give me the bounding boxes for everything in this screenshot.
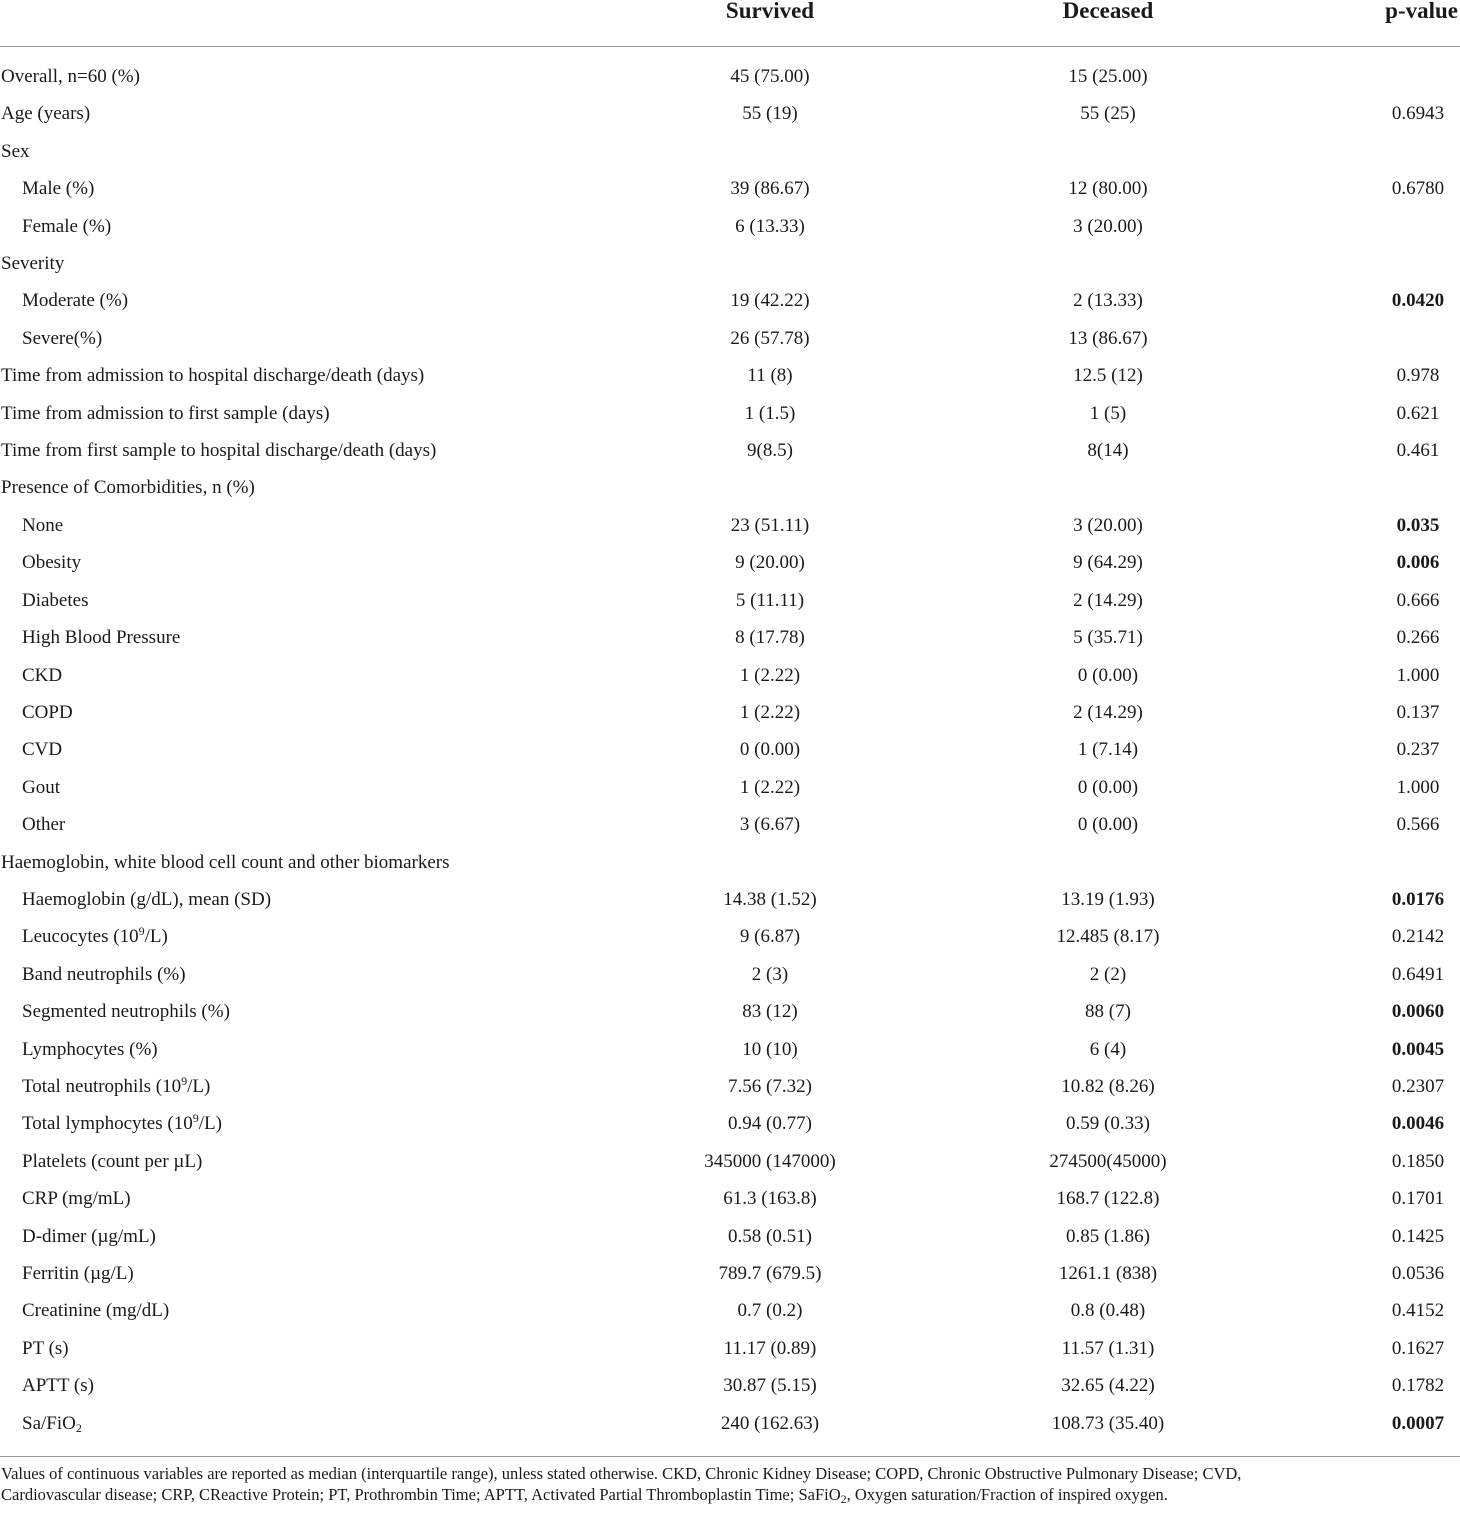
cell-p-value: 0.1782 (1391, 1375, 1445, 1397)
cell-deceased: 3 (20.00) (1073, 215, 1143, 237)
row-label: Leucocytes $(10^9/L)$ (22, 924, 168, 948)
row-label: Diabetes (22, 589, 89, 611)
cell-p-value: 0.461 (1396, 440, 1440, 462)
table-row (0, 620, 1460, 657)
cell-survived: 0.94 (0.77) (728, 1113, 812, 1135)
cell-deceased: 108.73 (35.40) (1051, 1412, 1165, 1434)
cell-p-value: 1.000 (1396, 664, 1440, 686)
row-label: D-dimer (µg/mL) (22, 1225, 156, 1247)
table-row (0, 1331, 1460, 1368)
row-label: Time from admission to first sample (days) (1, 402, 330, 424)
row-label: Total lymphocytes $(10^9/L)$ (22, 1111, 222, 1135)
table-row (0, 1106, 1460, 1143)
cell-survived: 45 (75.00) (730, 66, 810, 87)
cell-deceased: 1 (7.14) (1077, 739, 1139, 761)
row-label: Haemoglobin, white blood cell count and other biomarkers (1, 851, 450, 873)
row-label: Moderate (%) (22, 290, 129, 312)
cell-survived: 3 (6.67) (739, 814, 801, 836)
table-row (0, 96, 1460, 133)
row-label: None (22, 514, 64, 536)
row-label: Time from first sample to hospital discharge/death (days) (1, 440, 437, 462)
cell-p-value: 0.621 (1396, 402, 1440, 424)
cell-p-value: 0.035 (1396, 514, 1440, 536)
table-header (0, 0, 1460, 47)
cell-p-value: 0.0045 (1391, 1038, 1445, 1060)
table-row (0, 1144, 1460, 1181)
cell-survived: 83 (12) (742, 1001, 798, 1023)
cell-deceased: 274500(45000) (1049, 1150, 1167, 1172)
cell-p-value: 0.0046 (1391, 1113, 1445, 1135)
table-row (0, 59, 1460, 96)
cell-deceased: 0.8 (0.48) (1070, 1300, 1146, 1322)
cell-survived: 23 (51.11) (730, 514, 810, 536)
cell-p-value: 0.2307 (1391, 1075, 1445, 1097)
cell-p-value: 0.237 (1396, 739, 1440, 761)
row-label: Severe(%) (22, 327, 103, 349)
row-label: Other (22, 814, 66, 836)
table-row (0, 1181, 1460, 1218)
table-row (0, 583, 1460, 620)
cell-survived: 7.56 (7.32) (728, 1075, 812, 1097)
table-row (0, 396, 1460, 433)
row-label: Age (years) (1, 103, 91, 125)
table-row (0, 433, 1460, 470)
cell-survived: 61.3 (163.8) (723, 1188, 817, 1210)
cell-p-value: 0.1627 (1391, 1337, 1445, 1359)
cell-deceased: 0 (0.00) (1077, 776, 1139, 798)
column-header-p-value: p-value (1385, 0, 1458, 23)
cell-deceased: 2 (2) (1089, 963, 1127, 985)
table-row (0, 732, 1460, 769)
cell-deceased: 1 (5) (1089, 402, 1127, 424)
cell-survived: 0.58 (0.51) (728, 1225, 812, 1247)
cell-deceased: 6 (4) (1089, 1038, 1127, 1060)
table-row (0, 1069, 1460, 1106)
cell-survived: 6 (13.33) (735, 215, 805, 237)
cell-p-value: 1.000 (1396, 776, 1440, 798)
cell-survived: 9 (6.87) (739, 926, 801, 948)
row-label: Lymphocytes (%) (22, 1038, 158, 1060)
table-row (0, 1368, 1460, 1405)
cell-deceased: 0.59 (0.33) (1066, 1113, 1150, 1135)
cell-survived: 19 (42.22) (730, 290, 810, 312)
cell-survived: 0 (0.00) (739, 739, 801, 761)
cell-deceased: 88 (7) (1085, 1001, 1131, 1023)
cell-survived: 26 (57.78) (730, 327, 810, 349)
cell-p-value: 0.2142 (1391, 926, 1445, 948)
row-label: Severity (1, 253, 65, 275)
table-row (0, 134, 1460, 171)
row-label: PT (s) (22, 1337, 69, 1359)
cell-p-value: 0.566 (1396, 814, 1440, 836)
table-row (0, 919, 1460, 956)
cell-survived: 9(8.5) (747, 440, 793, 462)
cell-p-value: 0.1850 (1391, 1150, 1445, 1172)
cell-p-value: 0.0420 (1391, 290, 1445, 312)
cell-p-value: 0.0060 (1391, 1001, 1445, 1023)
column-header-survived: Survived (725, 0, 815, 23)
cell-survived: 1 (2.22) (739, 664, 801, 686)
column-header-deceased: Deceased (1062, 0, 1154, 23)
cell-p-value: 0.6491 (1391, 963, 1445, 985)
table-row (0, 171, 1460, 208)
cell-deceased: 1261.1 (838) (1058, 1263, 1158, 1284)
cell-p-value: 0.0007 (1391, 1412, 1445, 1434)
cell-survived: 5 (11.11) (735, 589, 805, 611)
cell-survived: 789.7 (679.5) (718, 1263, 822, 1284)
row-label: Band neutrophils (%) (22, 963, 186, 985)
table-body (0, 59, 1460, 1443)
row-label: Female (%) (22, 215, 112, 237)
row-label: CKD (22, 664, 63, 686)
row-label: Segmented neutrophils (%) (22, 1001, 230, 1023)
row-label: Haemoglobin (g/dL), mean (SD) (22, 888, 272, 910)
cell-survived: 55 (19) (742, 103, 798, 125)
cell-p-value: 0.137 (1396, 701, 1440, 723)
footnote-line-1: Values of continuous variables are reported as median (interquartile range), unless stated otherwise. CKD, Chronic Kidney Disease; COPD, Chronic Obstructive Pulmonary Disease; CVD, (1, 1464, 1242, 1483)
cell-deceased: 12.485 (8.17) (1056, 926, 1160, 948)
cell-deceased: 32.65 (4.22) (1061, 1375, 1155, 1397)
cell-survived: 39 (86.67) (730, 178, 810, 200)
cell-survived: 1 (1.5) (744, 402, 796, 424)
row-label: Sa/FiO$_2$ (22, 1412, 82, 1435)
table-row (0, 246, 1460, 283)
row-label: CVD (22, 739, 63, 761)
cell-p-value: 0.6943 (1391, 103, 1445, 125)
cell-survived: 0.7 (0.2) (737, 1300, 803, 1322)
cell-p-value: 0.4152 (1391, 1300, 1445, 1322)
cell-deceased: 13.19 (1.93) (1061, 888, 1155, 910)
cell-survived: 30.87 (5.15) (723, 1375, 817, 1397)
row-label: Overall, n=60 (%) (1, 66, 140, 87)
cell-survived: 11 (8) (747, 365, 793, 387)
cell-deceased: 12.5 (12) (1073, 365, 1143, 387)
cell-deceased: 5 (35.71) (1073, 627, 1143, 649)
table-row (0, 882, 1460, 919)
cell-survived: 8 (17.78) (735, 627, 805, 649)
table-row (0, 1032, 1460, 1069)
cell-p-value: 0.978 (1396, 365, 1440, 387)
row-label: Obesity (22, 552, 82, 574)
cell-p-value: 0.6780 (1391, 178, 1445, 200)
table-row (0, 957, 1460, 994)
cell-deceased: 2 (14.29) (1073, 701, 1143, 723)
table-row (0, 994, 1460, 1031)
cell-deceased: 2 (14.29) (1073, 589, 1143, 611)
row-label: APTT (s) (22, 1375, 94, 1397)
table-row (0, 545, 1460, 582)
cell-deceased: 15 (25.00) (1068, 66, 1148, 87)
cell-survived: 2 (3) (751, 963, 789, 985)
cell-survived: 11.17 (0.89) (723, 1337, 817, 1359)
table-row (0, 358, 1460, 395)
row-label: High Blood Pressure (22, 627, 181, 649)
table-row (0, 321, 1460, 358)
cell-p-value: 0.666 (1396, 589, 1440, 611)
cell-survived: 10 (10) (742, 1038, 798, 1060)
table-row (0, 695, 1460, 732)
row-label: COPD (22, 701, 73, 723)
cell-deceased: 10.82 (8.26) (1061, 1075, 1155, 1097)
cell-survived: 1 (2.22) (739, 776, 801, 798)
cell-survived: 1 (2.22) (739, 701, 801, 723)
table-row (0, 807, 1460, 844)
table-row (0, 470, 1460, 507)
table-row (0, 283, 1460, 320)
cell-p-value: 0.0176 (1391, 888, 1445, 910)
table-row (0, 209, 1460, 246)
table-row (0, 770, 1460, 807)
cell-deceased: 11.57 (1.31) (1061, 1337, 1155, 1359)
table-row (0, 658, 1460, 695)
cell-p-value: 0.266 (1396, 627, 1440, 649)
cell-p-value: 0.1701 (1391, 1188, 1445, 1210)
row-label: Time from admission to hospital discharge/death (days) (1, 365, 425, 387)
cell-survived: 14.38 (1.52) (723, 888, 817, 910)
row-label: Gout (22, 776, 60, 798)
cell-deceased: 8(14) (1087, 440, 1129, 462)
table-row (0, 1293, 1460, 1330)
cell-deceased: 9 (64.29) (1073, 552, 1143, 574)
cell-p-value: 0.006 (1396, 552, 1440, 574)
cell-deceased: 55 (25) (1080, 103, 1136, 125)
table-footnote (0, 1456, 1460, 1518)
cell-deceased: 3 (20.00) (1073, 514, 1143, 536)
cell-deceased: 13 (86.67) (1068, 327, 1148, 349)
row-label: Total neutrophils $(10^9/L)$ (22, 1073, 211, 1097)
table-row (0, 1256, 1460, 1293)
row-label: Male (%) (22, 178, 95, 200)
row-label: Platelets (count per µL) (22, 1150, 203, 1172)
cell-deceased: 168.7 (122.8) (1056, 1188, 1160, 1210)
row-label: Sex (1, 140, 30, 162)
row-label: Creatinine (mg/dL) (22, 1300, 170, 1322)
cell-deceased: 2 (13.33) (1073, 290, 1143, 312)
table-row (0, 1406, 1460, 1443)
table-row (0, 845, 1460, 882)
cell-deceased: 0.85 (1.86) (1066, 1225, 1150, 1247)
cell-survived: 240 (162.63) (720, 1412, 820, 1434)
table-row (0, 508, 1460, 545)
row-label: Ferritin (µg/L) (22, 1263, 134, 1284)
row-label: CRP (mg/mL) (22, 1188, 131, 1210)
row-label: Presence of Comorbidities, n (%) (1, 477, 255, 499)
cell-survived: 9 (20.00) (735, 552, 805, 574)
cell-p-value: 0.0536 (1391, 1263, 1445, 1284)
cell-deceased: 0 (0.00) (1077, 664, 1139, 686)
table-row (0, 1219, 1460, 1256)
cell-survived: 345000 (147000) (704, 1150, 836, 1172)
cell-deceased: 0 (0.00) (1077, 814, 1139, 836)
cell-deceased: 12 (80.00) (1068, 178, 1148, 200)
footnote-line-2: Cardiovascular disease; CRP, CReactive Protein; PT, Prothrombin Time; APTT, Activated Partial Thromboplastin Time; SaFiO$_2$, Oxygen saturation/Fraction of inspired oxygen. (1, 1485, 1168, 1506)
cell-p-value: 0.1425 (1391, 1225, 1445, 1247)
